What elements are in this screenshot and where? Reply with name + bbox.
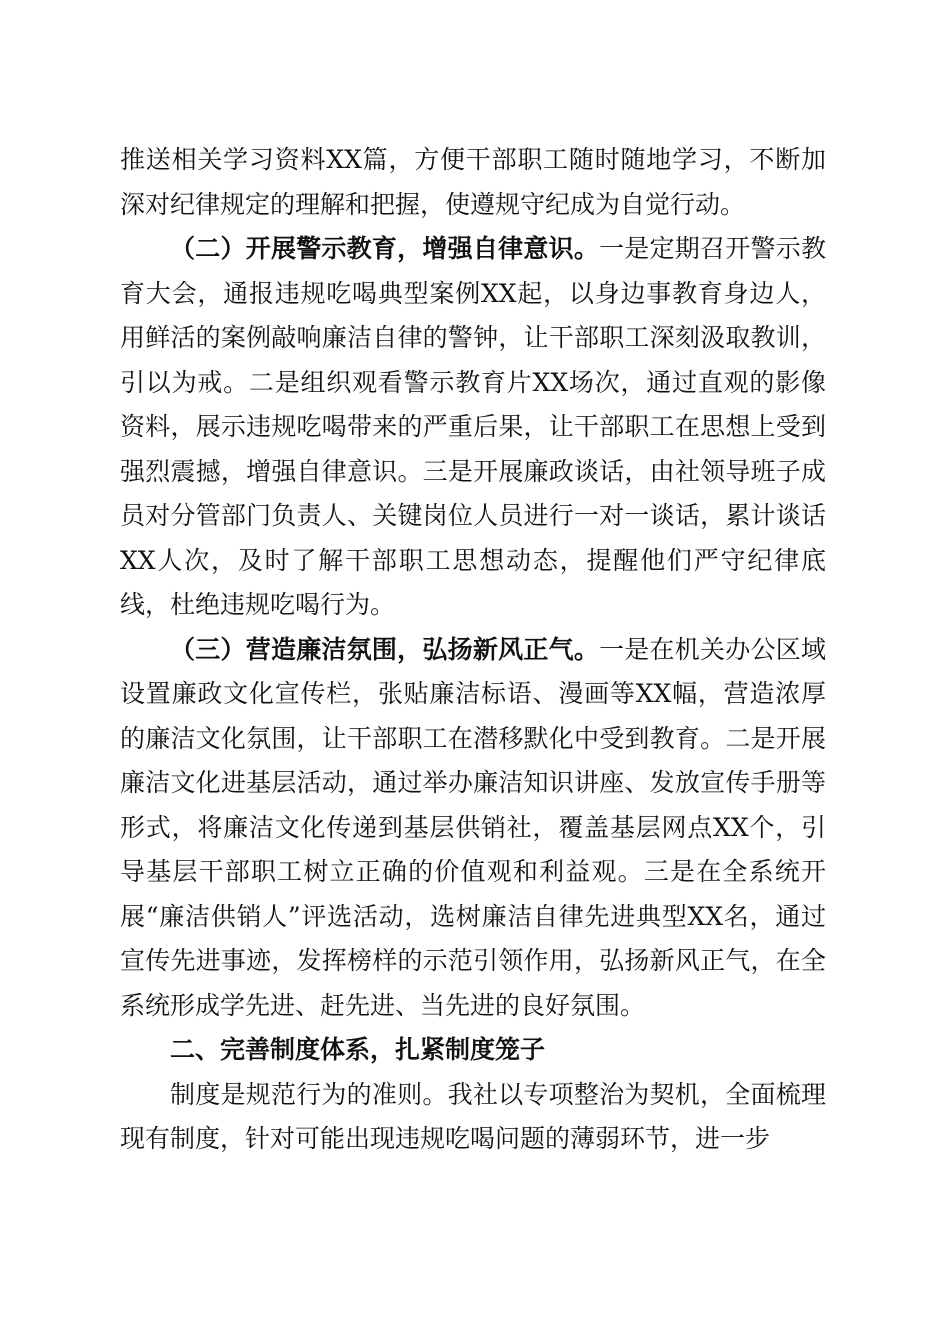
section-heading: 二、完善制度体系，扎紧制度笼子 — [170, 1035, 546, 1064]
paragraph-text: 一是定期召开警示教育大会，通报违规吃喝典型案例XX起，以身边事教育身边人，用鲜活的案例敲响廉洁自律的警钟，让干部职工深刻汲取教训，引以为戒。二是组织观看警示教育片XX场次，通过直观的影像资料，展示违规吃喝带来的严重后果，让干部职工在思想上受到强烈震撼，增强自律意识。三是开展廉政谈话，由社领导班子成员对分管部门负责人、关键岗位人员进行一对一谈话，累计谈话XX人次，及时了解干部职工思想动态，提醒他们严守纪律底线，杜绝违规吃喝行为。 — [120, 234, 826, 619]
document-body — [120, 138, 826, 1162]
paragraph-continuation — [120, 138, 826, 227]
paragraph-text: 制度是规范行为的准则。我社以专项整治为契机，全面梳理现有制度，针对可能出现违规吃喝问题的薄弱环节，进一步 — [120, 1079, 826, 1153]
subheading-warning-education: （二）开展警示教育，增强自律意识。 — [170, 234, 600, 263]
paragraph-integrity-atmosphere — [120, 628, 826, 1029]
paragraph-warning-education — [120, 227, 826, 628]
subheading-integrity-atmosphere: （三）营造廉洁氛围，弘扬新风正气。 — [170, 634, 600, 664]
paragraph-system-rules — [120, 1073, 826, 1162]
paragraph-text: 一是在机关办公区域设置廉政文化宣传栏，张贴廉洁标语、漫画等XX幅，营造浓厚的廉洁文化氛围，让干部职工在潜移默化中受到教育。二是开展廉洁文化进基层活动，通过举办廉洁知识讲座、发放宣传手册等形式，将廉洁文化传递到基层供销社，覆盖基层网点XX个，引导基层干部职工树立正确的价值观和利益观。三是在全系统开展“廉洁供销人”评选活动，选树廉洁自律先进典型XX名，通过宣传先进事迹，发挥榜样的示范引领作用，弘扬新风正气，在全系统形成学先进、赶先进、当先进的良好氛围。 — [120, 634, 826, 1020]
paragraph-text: 推送相关学习资料XX篇，方便干部职工随时随地学习，不断加深对纪律规定的理解和把握，使遵规守纪成为自觉行动。 — [120, 145, 826, 219]
